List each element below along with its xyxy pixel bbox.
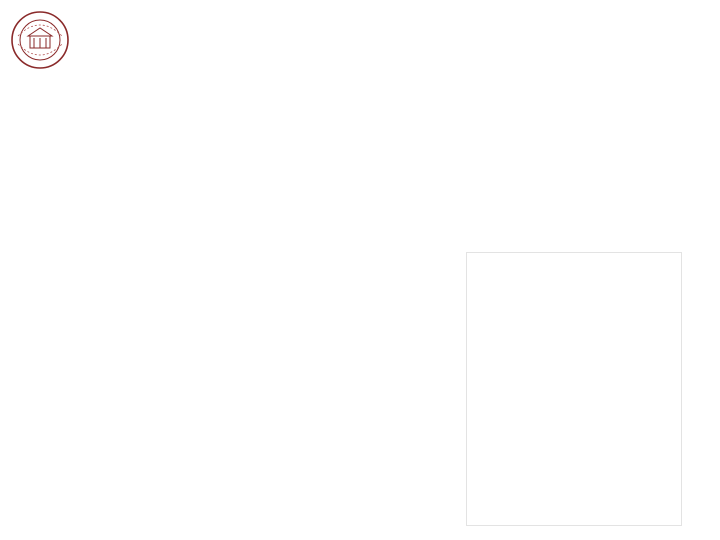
wavelet-figure bbox=[150, 82, 440, 538]
figure-caption bbox=[466, 252, 682, 526]
university-seal-logo bbox=[10, 10, 70, 70]
